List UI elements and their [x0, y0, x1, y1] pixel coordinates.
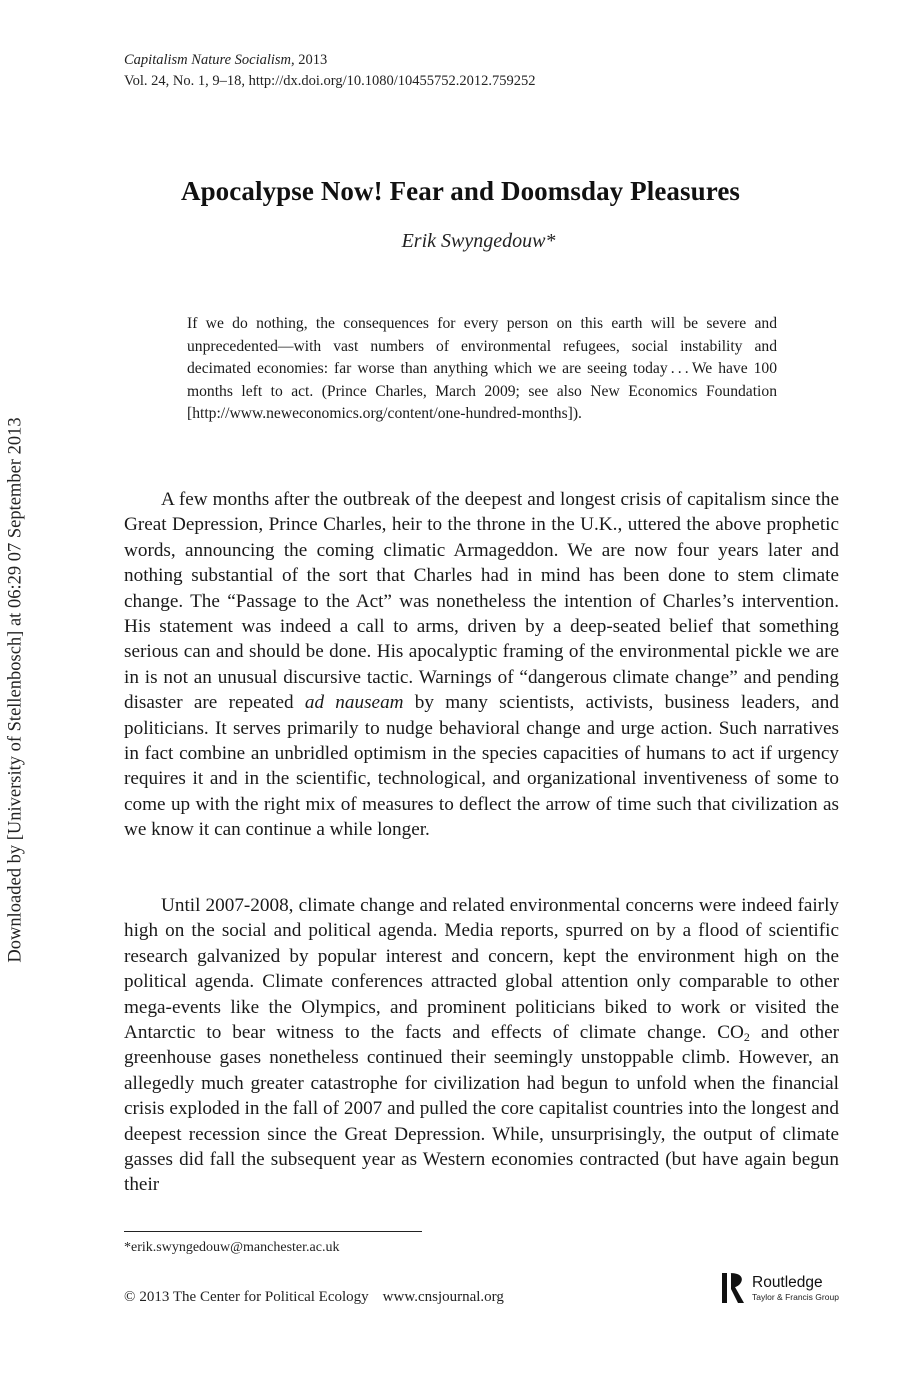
download-watermark	[3, 380, 29, 1000]
body-paragraph-2	[124, 893, 839, 1198]
journal-line	[124, 50, 536, 71]
paragraph-segment: A few months after the outbreak of the deepest and longest crisis of capitalism since the Great Depression, Prince Charles, heir to the throne in the U.K., uttered the above prophetic words, announcing the coming climatic Armageddon. We are now four years later and nothing substantial of the sort that Charles had in mind has been done to stem climate change. The “Passage to the Act” was nonetheless the intention of Charles’s intervention. His statement was indeed a call to arms, driven by a deep-seated belief that something serious can and should be done. His apocalyptic framing of the environmental pickle we are in is not an unusual discursive tactic. Warnings of “dangerous climate change” and pending disaster are repeated	[124, 489, 839, 714]
italic-term: ad nauseam	[304, 692, 404, 714]
publisher-name: Routledge	[752, 1273, 823, 1291]
paragraph-segment: by many scientists, activists, business leaders, and politicians. It serves primarily to nudge behavioral change and urge action. Such narratives in fact combine an unbridled optimism in the species capacities of humans to act if urgency requires it and in the scientific, technological, and organizational inventiveness of some to come up with the right mix of measures to deflect the arrow of time such that civilization as we know it can continue a while longer.	[124, 692, 839, 841]
copyright-line	[124, 1289, 504, 1306]
epigraph-quote: If we do nothing, the consequences for every person on this earth will be severe and unprecedented—with vast numbers of environmental refugees, social instability and decimated economies: far worse than anything which we are seeing today . . . We have 100 months left to act. (Prince Charles, March 2009; see also New Economics Foundation [http://www.neweconomics.org/content/one-hundred-months]).	[187, 315, 777, 423]
author-email-footnote: *erik.swyngedouw@manchester.ac.uk	[124, 1240, 340, 1255]
journal-name: Capitalism Nature Socialism	[124, 52, 292, 68]
paragraph-text	[124, 893, 839, 1198]
journal-year: , 2013	[291, 52, 328, 68]
footnote-divider	[124, 1231, 422, 1232]
journal-website-link[interactable]: www.cnsjournal.org	[382, 1289, 504, 1305]
subscript: 2	[743, 1030, 750, 1045]
body-paragraph-1	[124, 487, 839, 843]
paragraph-text	[124, 487, 839, 843]
copyright-text: 2013 The Center for Political Ecology	[139, 1289, 369, 1305]
article-title: Apocalypse Now! Fear and Doomsday Pleasures	[180, 176, 741, 206]
routledge-r-logo-icon	[722, 1271, 746, 1305]
publisher-logo	[722, 1270, 839, 1306]
article-author: Erik Swyngedouw*	[401, 230, 556, 252]
copyright-icon: ©	[124, 1289, 136, 1305]
paragraph-segment: and other greenhouse gases nonetheless continued their seemingly unstoppable climb. However, an allegedly much greater catastrophe for civilization had begun to unfold when the financial crisis exploded in the fall of 2007 and pulled the core capitalist countries into the longest and deepest recession since the Great Depression. While, unsurprisingly, the output of climate gasses did fall the subsequent year as Western economies contracted (but have again begun their	[124, 1022, 839, 1196]
citation-line: Vol. 24, No. 1, 9–18, http://dx.doi.org/10.1080/10455752.2012.759252	[124, 73, 536, 89]
download-watermark-text: Downloaded by [University of Stellenbosch] at 06:29 07 September 2013	[5, 417, 26, 963]
paragraph-segment: Until 2007-2008, climate change and related environmental concerns were indeed fairly high on the social and political agenda. Media reports, spurred on by a flood of scientific research galvanized by popular interest and concern, kept the environment high on the political agenda. Climate conferences attracted global attention only comparable to other mega-events like the Olympics, and prominent politicians biked to work or visited the Antarctic to bear witness to the facts and effects of climate change. CO	[124, 895, 839, 1044]
publisher-group: Taylor & Francis Group	[752, 1292, 839, 1302]
running-head	[124, 50, 536, 92]
